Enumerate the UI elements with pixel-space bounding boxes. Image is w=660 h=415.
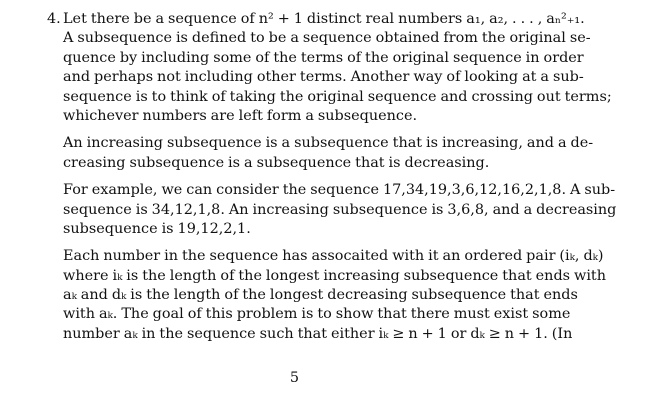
text-line: number aₖ in the sequence such that either iₖ ≥ n + 1 or dₖ ≥ n + 1. (In: [63, 325, 573, 342]
page-number: 5: [289, 370, 300, 386]
text-line: aₖ and dₖ is the length of the longest decreasing subsequence that ends: [63, 287, 578, 304]
text-line: An increasing subsequence is a subsequence that is increasing, and a de-: [63, 135, 594, 152]
paragraph-increasing-decreasing: [63, 134, 594, 173]
paragraph-definition: [63, 10, 612, 126]
text-line: sequence is 34,12,1,8. An increasing subsequence is 3,6,8, and a decreasing: [63, 201, 617, 218]
text-line: and perhaps not including other terms. Another way of looking at a sub-: [63, 69, 584, 86]
text-line: Let there be a sequence of n² + 1 distinct real numbers a₁, a₂, . . . , aₙ²₊₁.: [63, 11, 585, 27]
text-line: with aₖ. The goal of this problem is to show that there must exist some: [63, 306, 571, 323]
text-line: creasing subsequence is a subsequence that is decreasing.: [63, 154, 490, 171]
paragraph-ordered-pair: [63, 247, 606, 344]
text-line: quence by including some of the terms of the original sequence in order: [63, 49, 584, 66]
text-line: For example, we can consider the sequence 17,34,19,3,6,12,16,2,1,8. A sub-: [63, 182, 616, 199]
text-line: where iₖ is the length of the longest increasing subsequence that ends with: [63, 267, 606, 284]
text-line: subsequence is 19,12,2,1.: [63, 220, 251, 237]
problem-number: 4.: [47, 11, 61, 27]
problem-text: [63, 10, 617, 344]
text-line: sequence is to think of taking the original sequence and crossing out terms;: [63, 88, 612, 105]
text-line: Each number in the sequence has assocaited with it an ordered pair (iₖ, dₖ): [63, 248, 604, 265]
paragraph-example: [63, 181, 617, 239]
text-line: A subsequence is defined to be a sequence obtained from the original se-: [63, 30, 591, 47]
text-line: whichever numbers are left form a subsequence.: [63, 107, 418, 124]
